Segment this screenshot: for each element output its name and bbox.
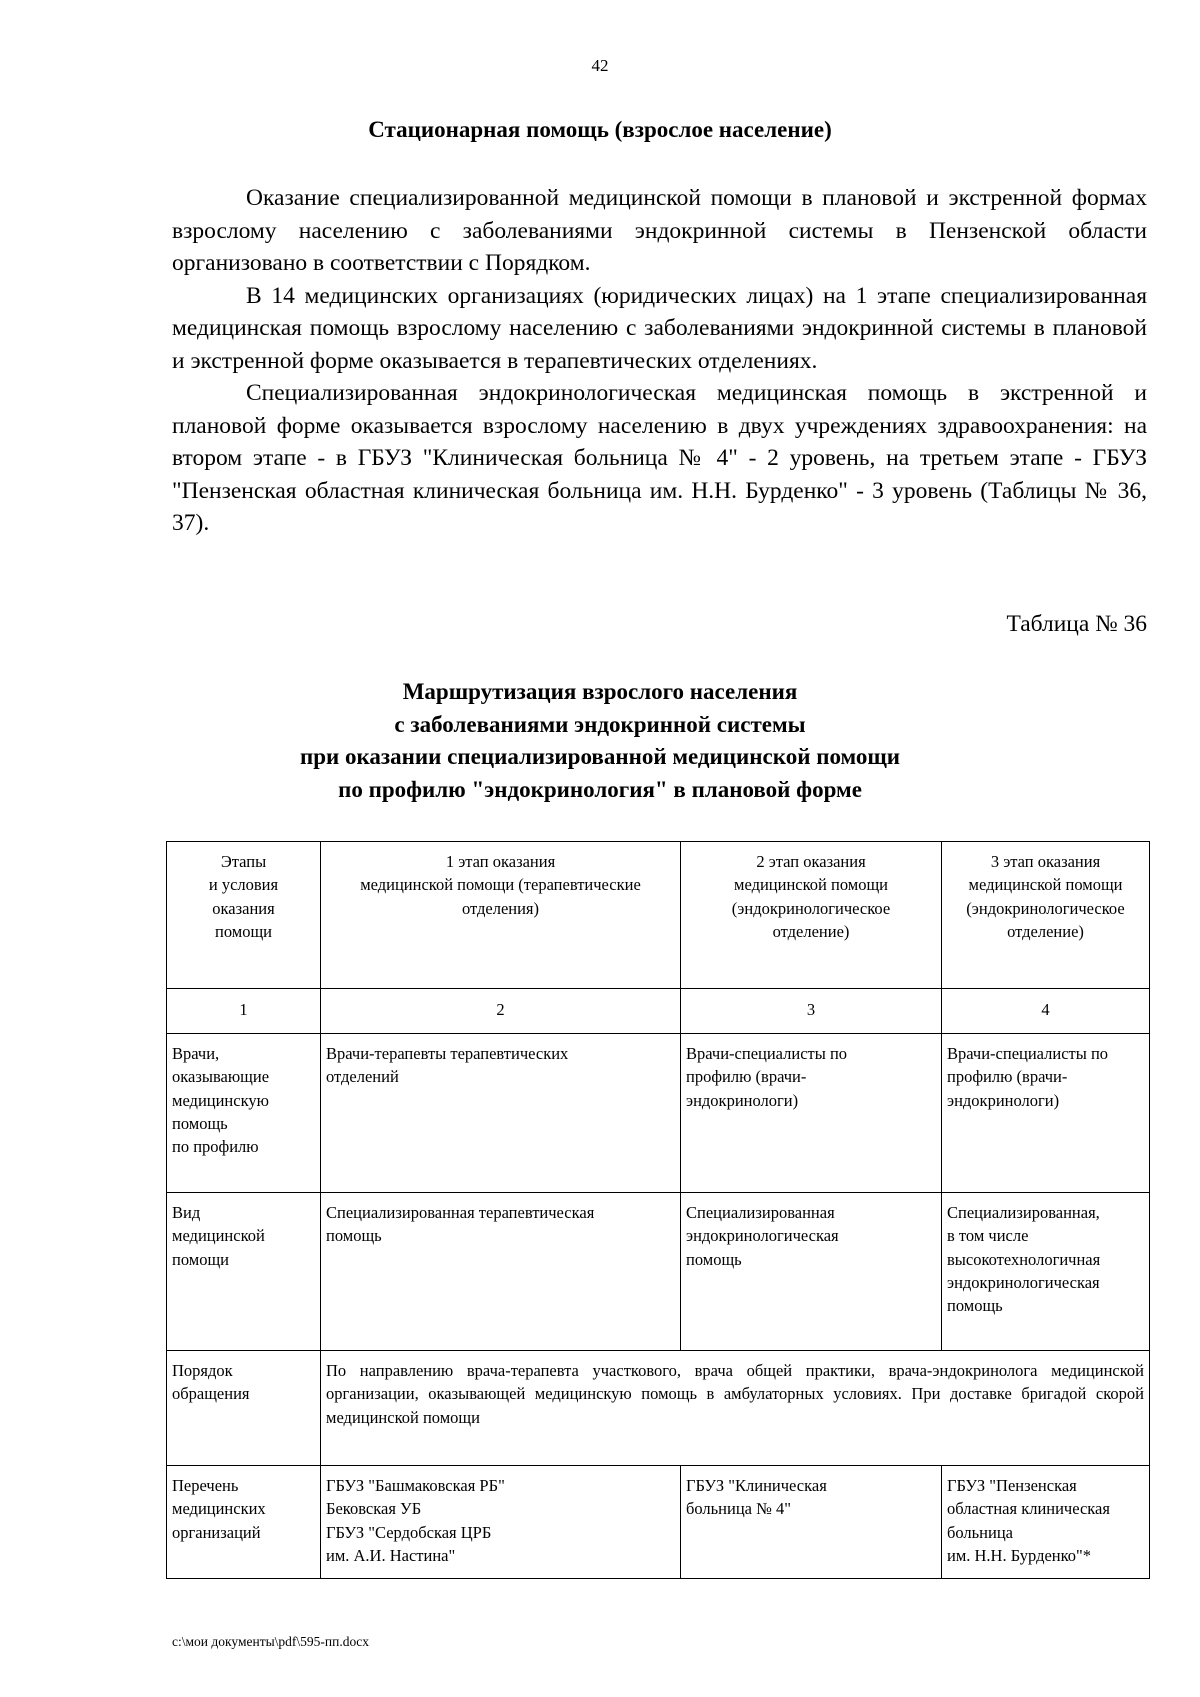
cell-line: медицинской: [172, 1226, 265, 1246]
cell-line: Перечень: [172, 1476, 239, 1495]
cell-line: медицинскую: [172, 1090, 269, 1110]
table-title: [0, 676, 1200, 806]
cell-line: 3 этап оказания: [990, 852, 1101, 871]
cell-line: помощи: [215, 921, 272, 941]
cell-line: эндокринологическая: [686, 1226, 839, 1246]
cell-line: им. Н.Н. Бурденко"*: [947, 1545, 1092, 1565]
cell-line: Врачи-специалисты по: [686, 1044, 848, 1063]
row-label-care-type: [167, 1193, 321, 1351]
cell-line: отделение): [772, 921, 850, 941]
organizations-stage-3: [942, 1466, 1150, 1579]
organizations-stage-2: [681, 1466, 942, 1579]
cell-line: организаций: [172, 1522, 261, 1542]
cell-line: Этапы: [220, 852, 267, 871]
table-number-row: [167, 989, 1150, 1034]
order-text: По направлению врача-терапевта участкового, врача общей практики, врача-эндокринолога медицинской организации, оказывающей медицинскую помощь в амбулаторных условиях. При доставке бригадой скорой медицинской помощи: [321, 1351, 1150, 1466]
column-number: 2: [321, 989, 681, 1034]
cell-line: ГБУЗ "Башмаковская РБ": [326, 1476, 505, 1495]
table-row-doctors: [167, 1034, 1150, 1193]
footer-file-path: c:\мои документы\pdf\595-пп.docx: [172, 1634, 369, 1649]
table-title-line: при оказании специализированной медицинской помощи: [299, 744, 901, 769]
column-number: 4: [942, 989, 1150, 1034]
cell-line: помощь: [172, 1113, 228, 1133]
cell-line: отделение): [1007, 921, 1084, 941]
cell-line: отделений: [326, 1067, 399, 1087]
cell-line: Специализированная,: [947, 1203, 1100, 1222]
cell-line: Врачи-специалисты по: [947, 1044, 1109, 1063]
paragraph-3: Специализированная эндокринологическая медицинская помощь в экстренной и плановой форме оказывается взрослому населению в двух учреждениях здравоохранения: на втором этапе - в ГБУЗ "Клиническая больница № 4" - 2 уровень, на третьем этапе - ГБУЗ "Пензенская областная клиническая больница им. Н.Н. Бурденко" - 3 уровень (Таблицы № 36, 37).: [172, 380, 1147, 536]
column-number: 1: [167, 989, 321, 1034]
care-type-stage-3: [942, 1193, 1150, 1351]
cell-line: медицинской помощи (терапевтические: [360, 875, 641, 895]
cell-line: ГБУЗ "Клиническая: [686, 1476, 827, 1495]
paragraph-1: Оказание специализированной медицинской помощи в плановой и экстренной формах взрослому населению с заболеваниями эндокринной системы в Пензенской области организовано в соответствии с Порядком.: [172, 185, 1147, 276]
organizations-stage-1: [321, 1466, 681, 1579]
header-cell-stage-3: [942, 842, 1150, 989]
cell-line: эндокринологическая: [947, 1272, 1100, 1292]
routing-table: [166, 841, 1150, 1579]
doctors-stage-3: [942, 1034, 1150, 1193]
row-label-organizations: [167, 1466, 321, 1579]
table-title-line: по профилю "эндокринология" в плановой форме: [338, 776, 862, 802]
cell-line: (эндокринологическое: [966, 898, 1125, 918]
row-label-doctors: [167, 1034, 321, 1193]
table-row-care-type: [167, 1193, 1150, 1351]
cell-line: эндокринологи): [686, 1090, 799, 1110]
care-type-stage-1: [321, 1193, 681, 1351]
cell-line: в том числе: [947, 1226, 1029, 1246]
cell-line: Врачи-терапевты терапевтических: [326, 1044, 569, 1063]
table-caption: Таблица № 36: [1006, 611, 1147, 637]
cell-line: профилю (врачи-: [947, 1067, 1068, 1087]
table-header-row: [167, 842, 1150, 989]
cell-line: 2 этап оказания: [756, 852, 866, 871]
cell-line: оказывающие: [172, 1067, 270, 1087]
doctors-stage-1: [321, 1034, 681, 1193]
cell-line: Бековская УБ: [326, 1499, 422, 1519]
cell-line: ГБУЗ "Пензенская: [947, 1476, 1077, 1495]
row-label-order: [167, 1351, 321, 1466]
table-title-line: Маршрутизация взрослого населения: [402, 679, 798, 704]
cell-line: эндокринологи): [947, 1090, 1060, 1110]
cell-line: помощь: [947, 1296, 1003, 1316]
cell-line: отделения): [461, 898, 540, 918]
cell-line: помощь: [326, 1226, 382, 1246]
cell-line: профилю (врачи-: [686, 1067, 807, 1087]
table-row-organizations: [167, 1466, 1150, 1579]
cell-line: Врачи,: [172, 1044, 220, 1063]
paragraph-2: В 14 медицинских организациях (юридических лицах) на 1 этапе специализированная медицинская помощь взрослому населению с заболеваниями эндокринной системы в плановой и экстренной форме оказывается в терапевтических отделениях.: [172, 282, 1147, 374]
cell-line: высокотехнологичная: [947, 1249, 1101, 1269]
cell-line: больница: [947, 1522, 1013, 1542]
doctors-stage-2: [681, 1034, 942, 1193]
cell-line: Вид: [172, 1203, 201, 1222]
header-cell-stages: [167, 842, 321, 989]
cell-line: медицинской помощи: [734, 875, 888, 895]
cell-line: и условия: [208, 875, 279, 895]
cell-line: областная клиническая: [947, 1499, 1110, 1519]
cell-line: оказания: [212, 898, 275, 918]
body-text: [172, 182, 1147, 540]
cell-line: обращения: [172, 1384, 250, 1404]
cell-line: медицинских: [172, 1499, 266, 1519]
cell-line: помощь: [686, 1249, 742, 1269]
cell-line: по профилю: [172, 1137, 259, 1157]
cell-line: Порядок: [172, 1361, 233, 1380]
cell-line: Специализированная: [686, 1203, 835, 1222]
page-number: 42: [591, 56, 609, 75]
cell-line: помощи: [172, 1249, 229, 1269]
care-type-stage-2: [681, 1193, 942, 1351]
header-cell-stage-1: [321, 842, 681, 989]
section-title: Стационарная помощь (взрослое население): [368, 117, 832, 142]
column-number: 3: [681, 989, 942, 1034]
cell-line: медицинской помощи: [968, 875, 1123, 895]
cell-line: ГБУЗ "Сердобская ЦРБ: [326, 1522, 492, 1542]
table-row-order: [167, 1351, 1150, 1466]
table-title-line: с заболеваниями эндокринной системы: [394, 711, 806, 737]
header-cell-stage-2: [681, 842, 942, 989]
cell-line: Специализированная терапевтическая: [326, 1203, 595, 1222]
cell-line: больница № 4": [686, 1499, 791, 1519]
cell-line: им. А.И. Настина": [326, 1545, 456, 1565]
cell-line: (эндокринологическое: [731, 898, 891, 918]
cell-line: 1 этап оказания: [445, 852, 556, 871]
